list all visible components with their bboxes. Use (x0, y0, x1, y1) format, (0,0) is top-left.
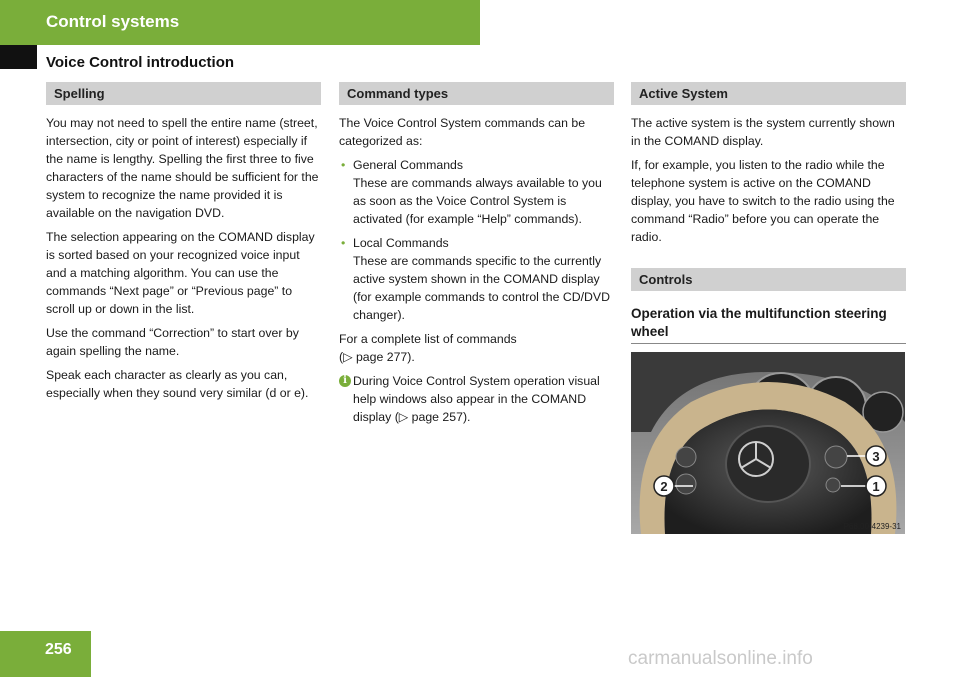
active-system-paragraph: The active system is the system currently shown in the COMAND display. (631, 116, 895, 148)
complete-list-label: For a complete list of commands (339, 332, 517, 346)
spelling-heading: Spelling (46, 82, 321, 105)
info-icon: i (339, 375, 351, 387)
bullet-text: These are commands specific to the currently active system shown in the COMAND display (for example commands to control the CD/DVD changer). (353, 254, 610, 322)
bullet-title: Local Commands (353, 236, 449, 250)
controls-subheading: Operation via the multifunction steering wheel (631, 305, 906, 344)
command-types-heading: Command types (339, 82, 614, 105)
watermark-text: carmanualsonline.info (628, 648, 813, 669)
section-title: Control systems (46, 12, 180, 31)
bullet-icon: • (341, 158, 346, 172)
list-item (339, 156, 614, 228)
bullet-title: General Commands (353, 158, 464, 172)
info-note (339, 372, 614, 426)
list-item (339, 234, 614, 324)
page-reference-link[interactable]: (▷ page 277). (339, 350, 415, 364)
spelling-column (46, 82, 321, 408)
active-system-column (631, 82, 906, 534)
steering-wheel-photo (631, 352, 905, 534)
complete-list-text (339, 330, 614, 366)
spelling-paragraph: Speak each character as clearly as you can, especially when they sound very similar (d or e). (46, 368, 309, 400)
page-title: Voice Control introduction (46, 54, 235, 71)
spelling-paragraph: Use the command “Correction” to start over by again spelling the name. (46, 326, 299, 358)
callout-3-label: 3 (872, 449, 880, 464)
section-tab-marker (0, 45, 37, 69)
callout-1 (866, 476, 886, 496)
photo-reference-code: P68.00-4239-31 (843, 522, 901, 531)
command-types-intro: The Voice Control System commands can be categorized as: (339, 116, 586, 148)
active-system-heading: Active System (631, 82, 906, 105)
bullet-icon: • (341, 236, 346, 250)
command-types-column (339, 82, 614, 426)
active-system-paragraph: If, for example, you listen to the radio while the telephone system is active on the COMAND display, you have to switch to the radio using the command “Radio” before you can operate the radio. (631, 158, 895, 244)
callout-2 (654, 476, 674, 496)
callout-1-label: 1 (872, 479, 880, 494)
steering-wheel-illustration (631, 352, 905, 534)
spelling-paragraph: You may not need to spell the entire name (street, intersection, city or point of interest) especially if the name is lengthy. Spelling the first three to five characters of the name should be sufficient for the system to recognize the name provided it is available on the navigation DVD. (46, 116, 319, 220)
info-note-text: During Voice Control System operation visual help windows also appear in the COMAND display (▷ page 257). (353, 374, 600, 424)
controls-heading: Controls (631, 268, 906, 291)
page-number: 256 (45, 641, 72, 658)
callout-2-label: 2 (660, 479, 668, 494)
bullet-text: These are commands always available to you as soon as the Voice Control System is activated (for example “Help” commands). (353, 176, 602, 226)
callout-3 (866, 446, 886, 466)
spelling-paragraph: The selection appearing on the COMAND display is sorted based on your recognized voice input and a matching algorithm. You can use the commands “Next page” or “Previous page” to scroll up or down in the list. (46, 230, 315, 316)
